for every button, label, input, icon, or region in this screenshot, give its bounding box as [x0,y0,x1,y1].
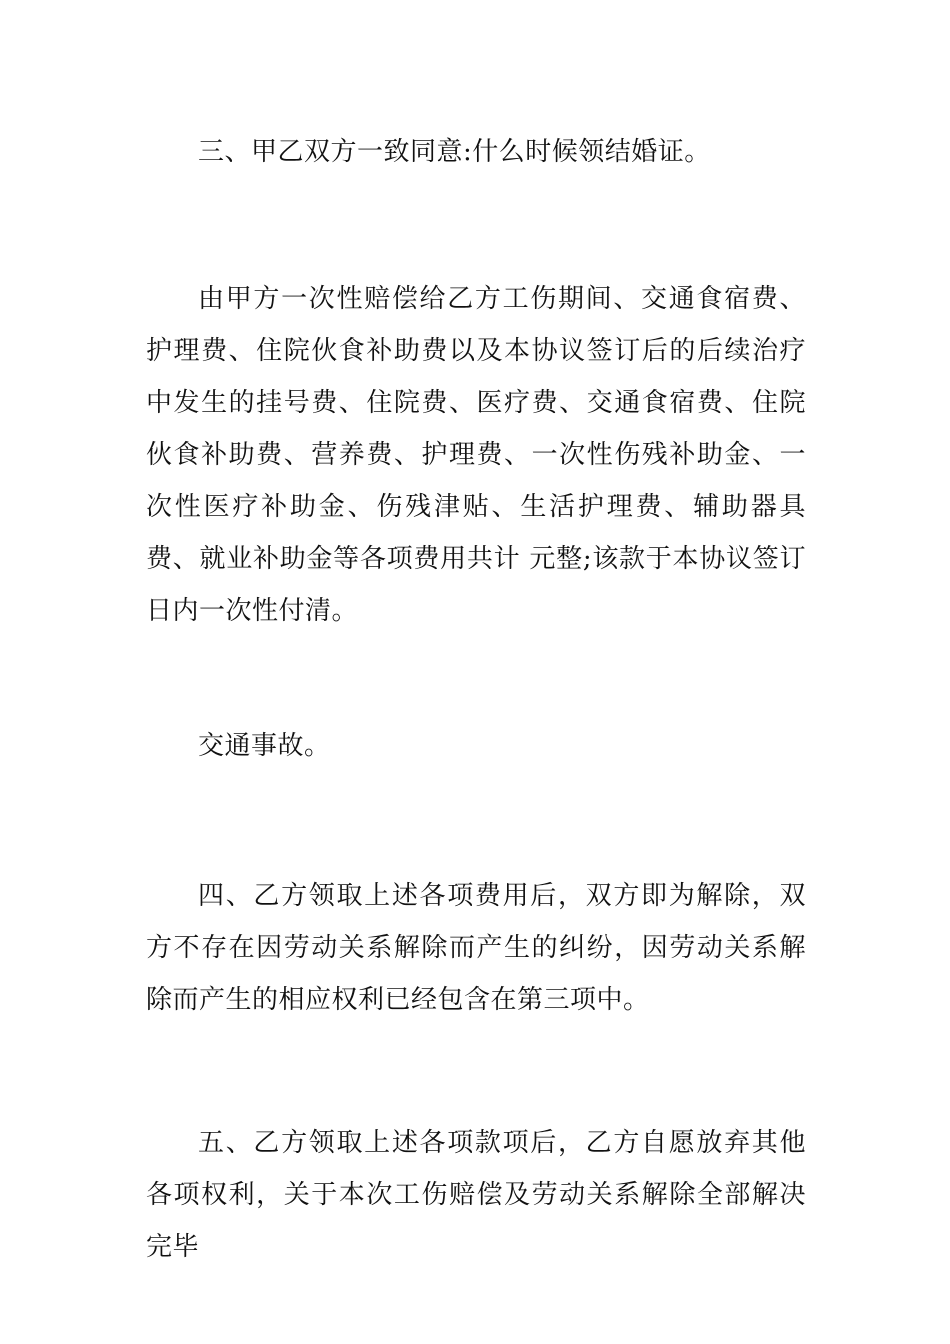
paragraph-traffic-accident: 交通事故。 [198,731,331,761]
paragraph-clause-five: 五、乙方领取上述各项款项后，乙方自愿放弃其他各项权利，关于本次工伤赔偿及劳动关系解除全部解决完毕 [146,1128,806,1262]
paragraph-clause-four: 四、乙方领取上述各项费用后，双方即为解除，双方不存在因劳动关系解除而产生的纠纷，因劳动关系解除而产生的相应权利已经包含在第三项中。 [146,881,806,1015]
paragraph-compensation: 由甲方一次性赔偿给乙方工伤期间、交通食宿费、护理费、住院伙食补助费以及本协议签订后的后续治疗中发生的挂号费、住院费、医疗费、交通食宿费、住院伙食补助费、营养费、护理费、一次性伤残补助金、一次性医疗补助金、伤残津贴、生活护理费、辅助器具费、就业补助金等各项费用共计 元整;该款于本协议签订 日内一次性付清。 [146,284,806,626]
paragraph-clause-three: 三、甲乙双方一致同意:什么时候领结婚证。 [198,137,711,167]
